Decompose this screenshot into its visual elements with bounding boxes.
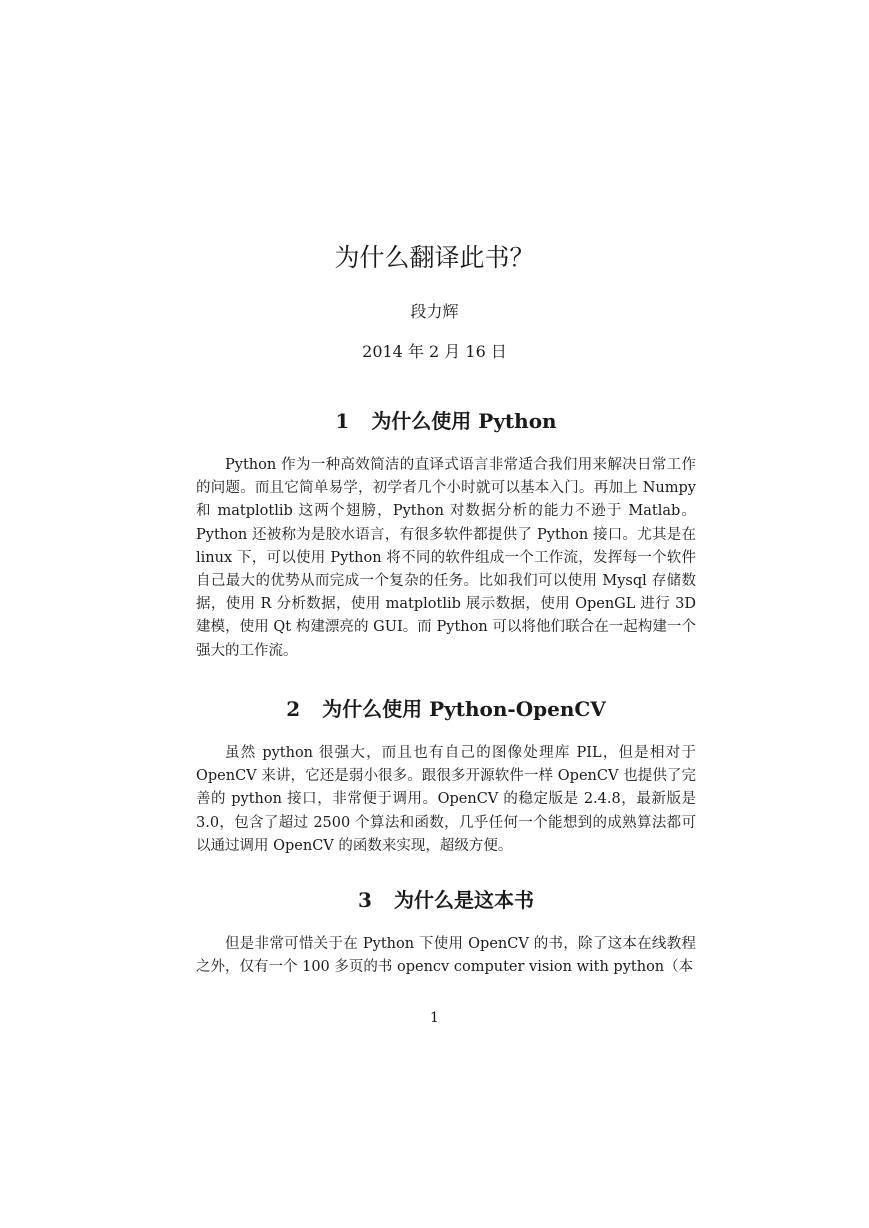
section-heading	[196, 694, 696, 724]
section-heading	[196, 885, 696, 915]
section-number: 2	[286, 697, 301, 721]
section-paragraph: 虽然 python 很强大，而且也有自己的图像处理库 PIL，但是相对于 OpenCV 来讲，它还是弱小很多。跟很多开源软件一样 OpenCV 也提供了完善的 python 接口，非常便于调用。OpenCV 的稳定版是 2.4.8，最新版是 3.0，包含了超过 2500 个算法和函数，几乎任何一个能想到的成熟算法都可以通过调用 OpenCV 的函数来实现，超级方便。	[196, 745, 696, 854]
section-heading	[196, 406, 696, 436]
section-1	[196, 406, 696, 663]
section-2	[196, 694, 696, 858]
section-paragraph: Python 作为一种高效简洁的直译式语言非常适合我们用来解决日常工作的问题。而且它简单易学，初学者几个小时就可以基本入门。再加上 Numpy 和 matplotlib 这两个翅膀，Python 对数据分析的能力不逊于 Matlab。Python 还被称为是胶水语言，有很多软件都提供了 Python 接口。尤其是在 linux 下，可以使用 Python 将不同的软件组成一个工作流，发挥每一个软件自己最大的优势从而完成一个复杂的任务。比如我们可以使用 Mysql 存储数据，使用 R 分析数据，使用 matplotlib 展示数据，使用 OpenGL 进行 3D 建模，使用 Qt 构建漂亮的 GUI。而 Python 可以将他们联合在一起构建一个强大的工作流。	[196, 457, 696, 659]
section-paragraph: 但是非常可惜关于在 Python 下使用 OpenCV 的书，除了这本在线教程之外，仅有一个 100 多页的书 opencv computer vision with python（本	[196, 936, 696, 976]
document-date: 2014 年 2 月 16 日	[362, 342, 507, 361]
section-title: 为什么使用 Python	[371, 409, 557, 433]
section-3	[196, 885, 696, 979]
document-author: 段力辉	[410, 302, 459, 321]
document-title: 为什么翻译此书？	[334, 243, 535, 272]
section-title: 为什么是这本书	[393, 888, 534, 912]
section-title: 为什么使用 Python-OpenCV	[322, 697, 606, 721]
page-number: 1	[430, 1010, 439, 1026]
section-number: 3	[358, 888, 372, 912]
section-number: 1	[335, 409, 350, 433]
